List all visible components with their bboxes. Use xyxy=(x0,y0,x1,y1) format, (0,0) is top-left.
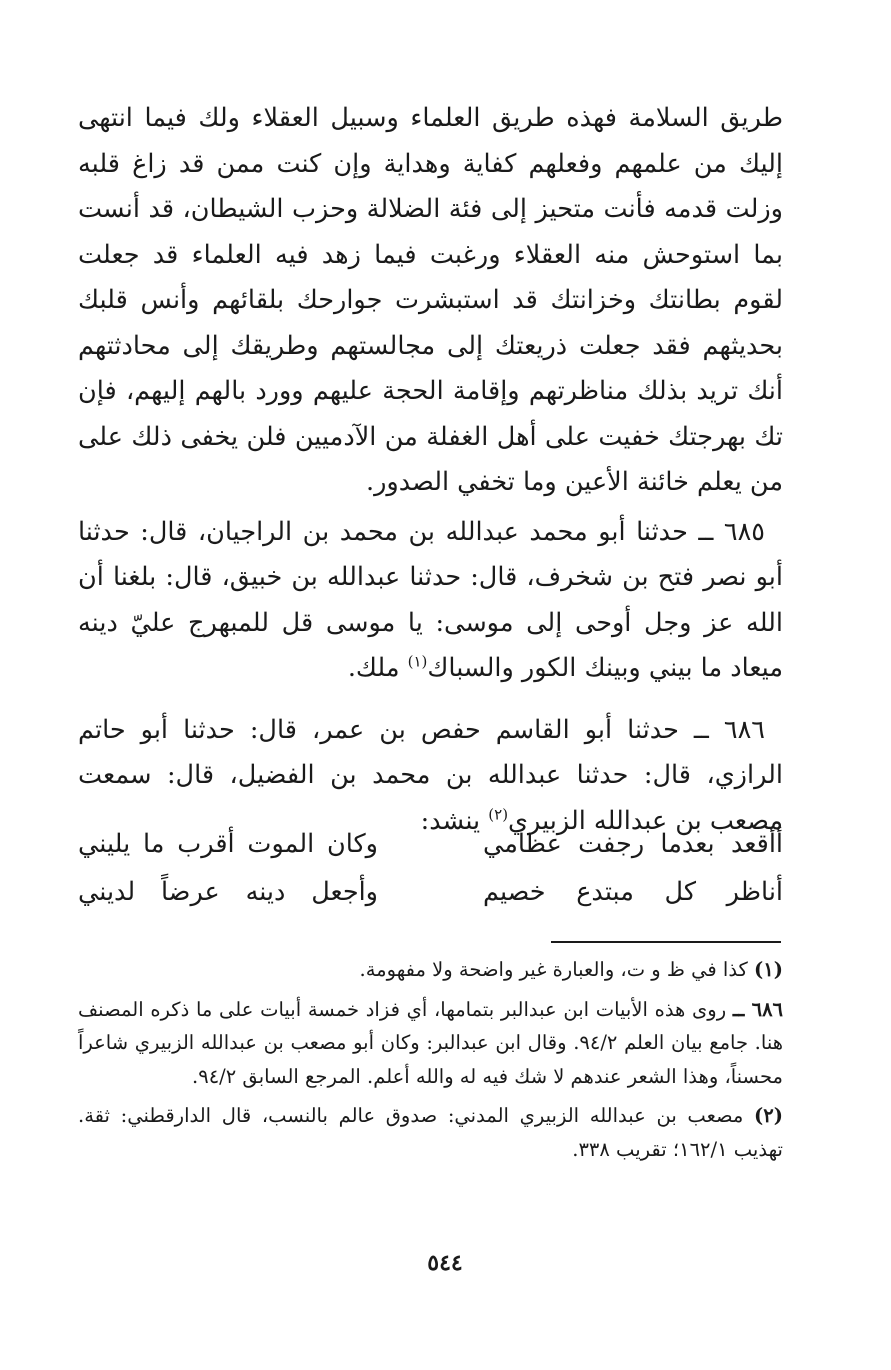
verse-2-second-hemistich: وأجعل دينه عرضاً لديني xyxy=(78,877,378,907)
footnote-2-text: مصعب بن عبدالله الزبيري المدني: صدوق عالم بالنسب، قال الدارقطني: ثقة. تهذيب ١٦٢/١؛ تقريب ٣٣٨. xyxy=(78,1104,783,1161)
hadith-685-text: ٦٨٥ ــ حدثنا أبو محمد عبدالله بن محمد بن الراجيان، قال: حدثنا أبو نصر فتح بن شخرف، قال: حدثنا عبدالله بن خبيق، قال: بلغنا أن الله عز وجل أوحى إلى موسى: يا موسى قل للمبهرج عليّ دينه ميعاد ما بيني وبينك الكور والسباك xyxy=(78,516,783,683)
poem xyxy=(78,820,783,916)
verse-1-second-hemistich: وكان الموت أقرب ما يليني xyxy=(78,829,378,859)
hadith-685-ending: ملك. xyxy=(347,653,408,683)
page-number: ٥٤٤ xyxy=(427,1250,463,1276)
poem-verse-2 xyxy=(78,868,783,916)
footnote-separator xyxy=(551,941,781,943)
verse-2-first-hemistich: أناظر كل مبتدع خصيم xyxy=(483,877,783,907)
intro-paragraph: طريق السلامة فهذه طريق العلماء وسبيل العقلاء ولك فيما انتهى إليك من علمهم وفعلهم كفاية وهداية وإن كنت ممن قد زاغ قلبه وزلت قدمه فأنت متحيز إلى فئة الضلالة وحزب الشيطان، قد أنست بما استوحش منه العقلاء ورغبت فيما زهد فيه العلماء قد جعلت لقوم بطانتك وخزانتك قد استبشرت جوارحك بلقائهم وأنس قلبك بحديثهم فقد جعلت ذريعتك إلى مجالستهم وطريقك إلى محادثتهم أنك تريد بذلك مناظرتهم وإقامة الحجة عليهم وورد بالهم إليهم، فإن تك بهرجتك خفيت على أهل الغفلة من الآدميين فلن يخفى ذلك على من يعلم خائنة الأعين وما تخفي الصدور. xyxy=(78,103,783,497)
hadith-686-ending: ينشد: xyxy=(420,805,489,836)
footnote-1-marker: (١) xyxy=(754,958,783,981)
footnote-ref-2: (٢) xyxy=(488,805,509,823)
footnote-2-marker: (٢) xyxy=(754,1104,783,1127)
footnote-686 xyxy=(78,993,783,1094)
footnote-2 xyxy=(78,1099,783,1166)
footnote-686-text: روى هذه الأبيات ابن عبدالبر بتمامها، أي فزاد خمسة أبيات على ما ذكره المصنف هنا. جامع بيان العلم ٩٤/٢. وقال ابن عبدالبر: وكان أبو مصعب بن عبدالله الزبيري شاعراً محسناً، وهذا الشعر عندهم لا شك فيه له والله أعلم. المرجع السابق ٩٤/٢. xyxy=(78,997,783,1088)
main-text xyxy=(78,96,783,844)
footnote-686-marker: ٦٨٦ ــ xyxy=(732,997,784,1021)
footnote-ref-1: (١) xyxy=(407,652,428,671)
hadith-686-text: ٦٨٦ ــ حدثنا أبو القاسم حفص بن عمر، قال: حدثنا أبو حاتم الرازي، قال: حدثنا عبدالله بن محمد بن الفضيل، قال: سمعت مصعب بن عبدالله الزبيري xyxy=(78,714,783,836)
poem-verse-1 xyxy=(78,820,783,868)
verse-1-first-hemistich: أأقعد بعدما رجفت عظامي xyxy=(483,829,783,859)
hadith-685 xyxy=(78,510,783,692)
footnote-1 xyxy=(78,953,783,987)
footnote-1-text: كذا في ظ و ت، والعبارة غير واضحة ولا مفهومة. xyxy=(359,958,748,981)
footnotes xyxy=(78,953,783,1166)
